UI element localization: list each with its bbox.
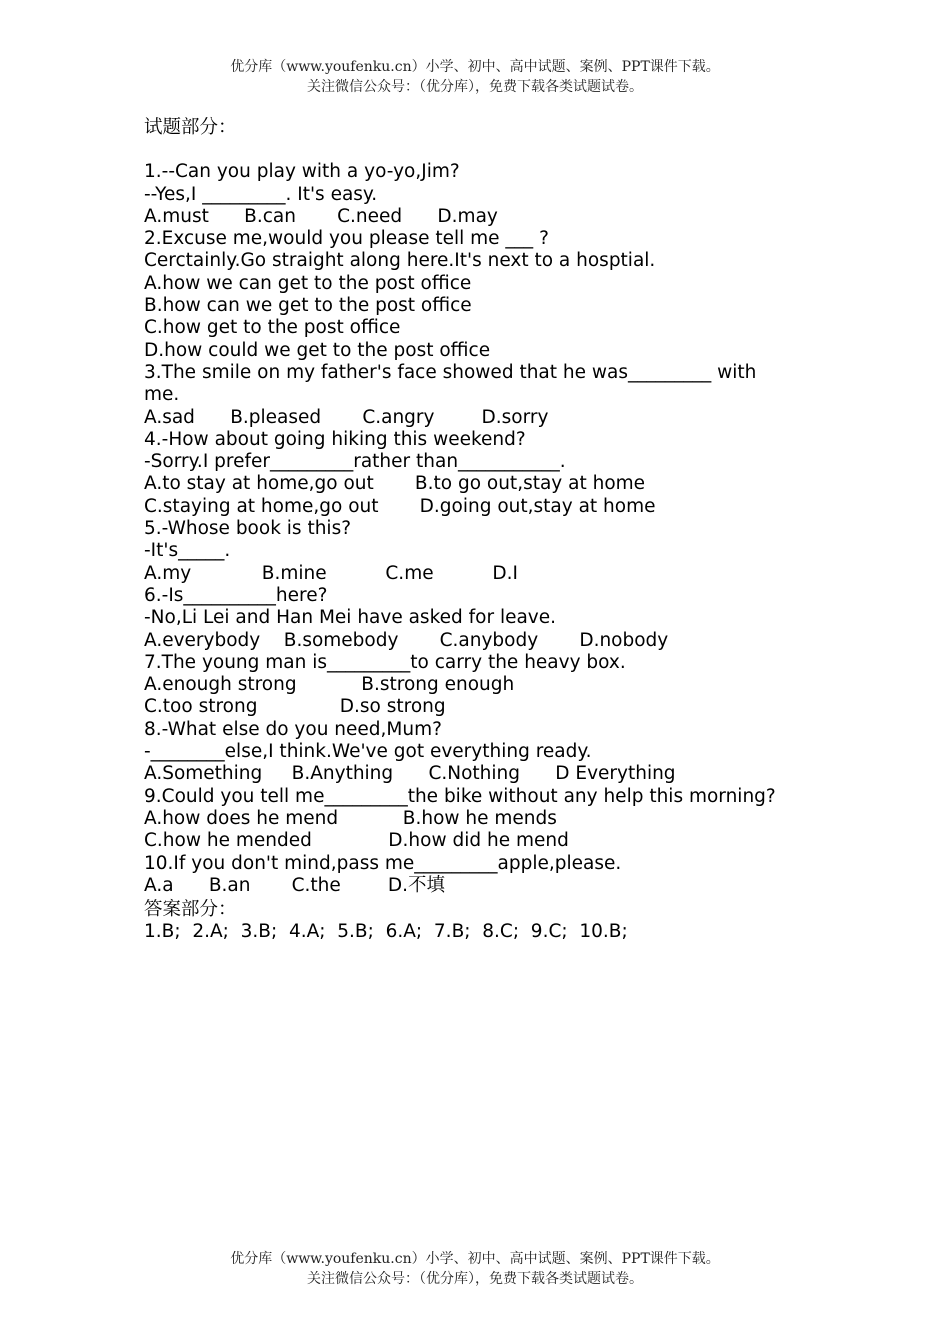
text-line: Cerctainly.Go straight along here.It's next to a hosptial. — [144, 250, 656, 272]
text-line: A.must B.can C.need D.may — [144, 205, 498, 227]
text-line: C.staying at home,go out D.going out,stay at home — [144, 495, 656, 517]
footer-line-2: 关注微信公众号：（优分库），免费下载各类试题试卷。 — [307, 1271, 643, 1287]
text-line: D.how could we get to the post office — [144, 339, 491, 361]
text-line: -________else,I think.We've got everything ready. — [144, 741, 592, 763]
questions-heading: 试题部分： — [144, 117, 237, 138]
text-line: me. — [144, 384, 180, 406]
page-header — [0, 57, 950, 97]
text-line: A.sad B.pleased C.angry D.sorry — [144, 406, 549, 428]
text-line: 7.The young man is_________to carry the heavy box. — [144, 651, 626, 673]
text-line: 8.-What else do you need,Mum? — [144, 718, 442, 740]
footer-line-1: 优分库（www.youfenku.cn）小学、初中、高中试题、案例、PPT课件下载。 — [230, 1251, 720, 1267]
text-line: 1.--Can you play with a yo-yo,Jim? — [144, 161, 460, 183]
text-line: A.to stay at home,go out B.to go out,stay at home — [144, 473, 646, 495]
text-line: 10.If you don't mind,pass me_________apple,please. — [144, 852, 622, 874]
text-line: -No,Li Lei and Han Mei have asked for leave. — [144, 607, 557, 629]
text-line: A.Something B.Anything C.Nothing D Everything — [144, 763, 676, 785]
text-line: A.enough strong B.strong enough — [144, 674, 515, 696]
text-line: B.how can we get to the post office — [144, 295, 472, 317]
text-line: A.a B.an C.the D.不填 — [144, 874, 445, 896]
text-line: C.too strong D.so strong — [144, 696, 446, 718]
header-line-1: 优分库（www.youfenku.cn）小学、初中、高中试题、案例、PPT课件下载。 — [230, 59, 720, 75]
text-line: 9.Could you tell me_________the bike without any help this morning? — [144, 785, 776, 807]
document-body — [144, 117, 844, 944]
text-line: A.how does he mend B.how he mends — [144, 807, 557, 829]
text-line: 6.-Is__________here? — [144, 584, 328, 606]
text-line: A.how we can get to the post office — [144, 272, 472, 294]
text-line: -Sorry.I prefer_________rather than___________. — [144, 451, 566, 473]
page-footer — [0, 1249, 950, 1289]
text-line: --Yes,I _________. It's easy. — [144, 183, 378, 205]
answers-line: 1.B; 2.A; 3.B; 4.A; 5.B; 6.A; 7.B; 8.C; 9.C; 10.B; — [144, 921, 628, 943]
text-line: 2.Excuse me,would you please tell me ___ ? — [144, 228, 549, 250]
text-line: C.how get to the post office — [144, 317, 401, 339]
text-line: A.everybody B.somebody C.anybody D.nobody — [144, 629, 669, 651]
text-line: A.my B.mine C.me D.I — [144, 562, 518, 584]
text-line: 5.-Whose book is this? — [144, 518, 352, 540]
answers-heading: 答案部分： — [144, 899, 237, 921]
text-line: 3.The smile on my father's face showed that he was_________ with — [144, 361, 757, 383]
text-line: 4.-How about going hiking this weekend? — [144, 428, 526, 450]
header-line-2: 关注微信公众号：（优分库），免费下载各类试题试卷。 — [307, 79, 643, 95]
text-line: -It's_____. — [144, 540, 231, 562]
text-line: C.how he mended D.how did he mend — [144, 830, 569, 852]
